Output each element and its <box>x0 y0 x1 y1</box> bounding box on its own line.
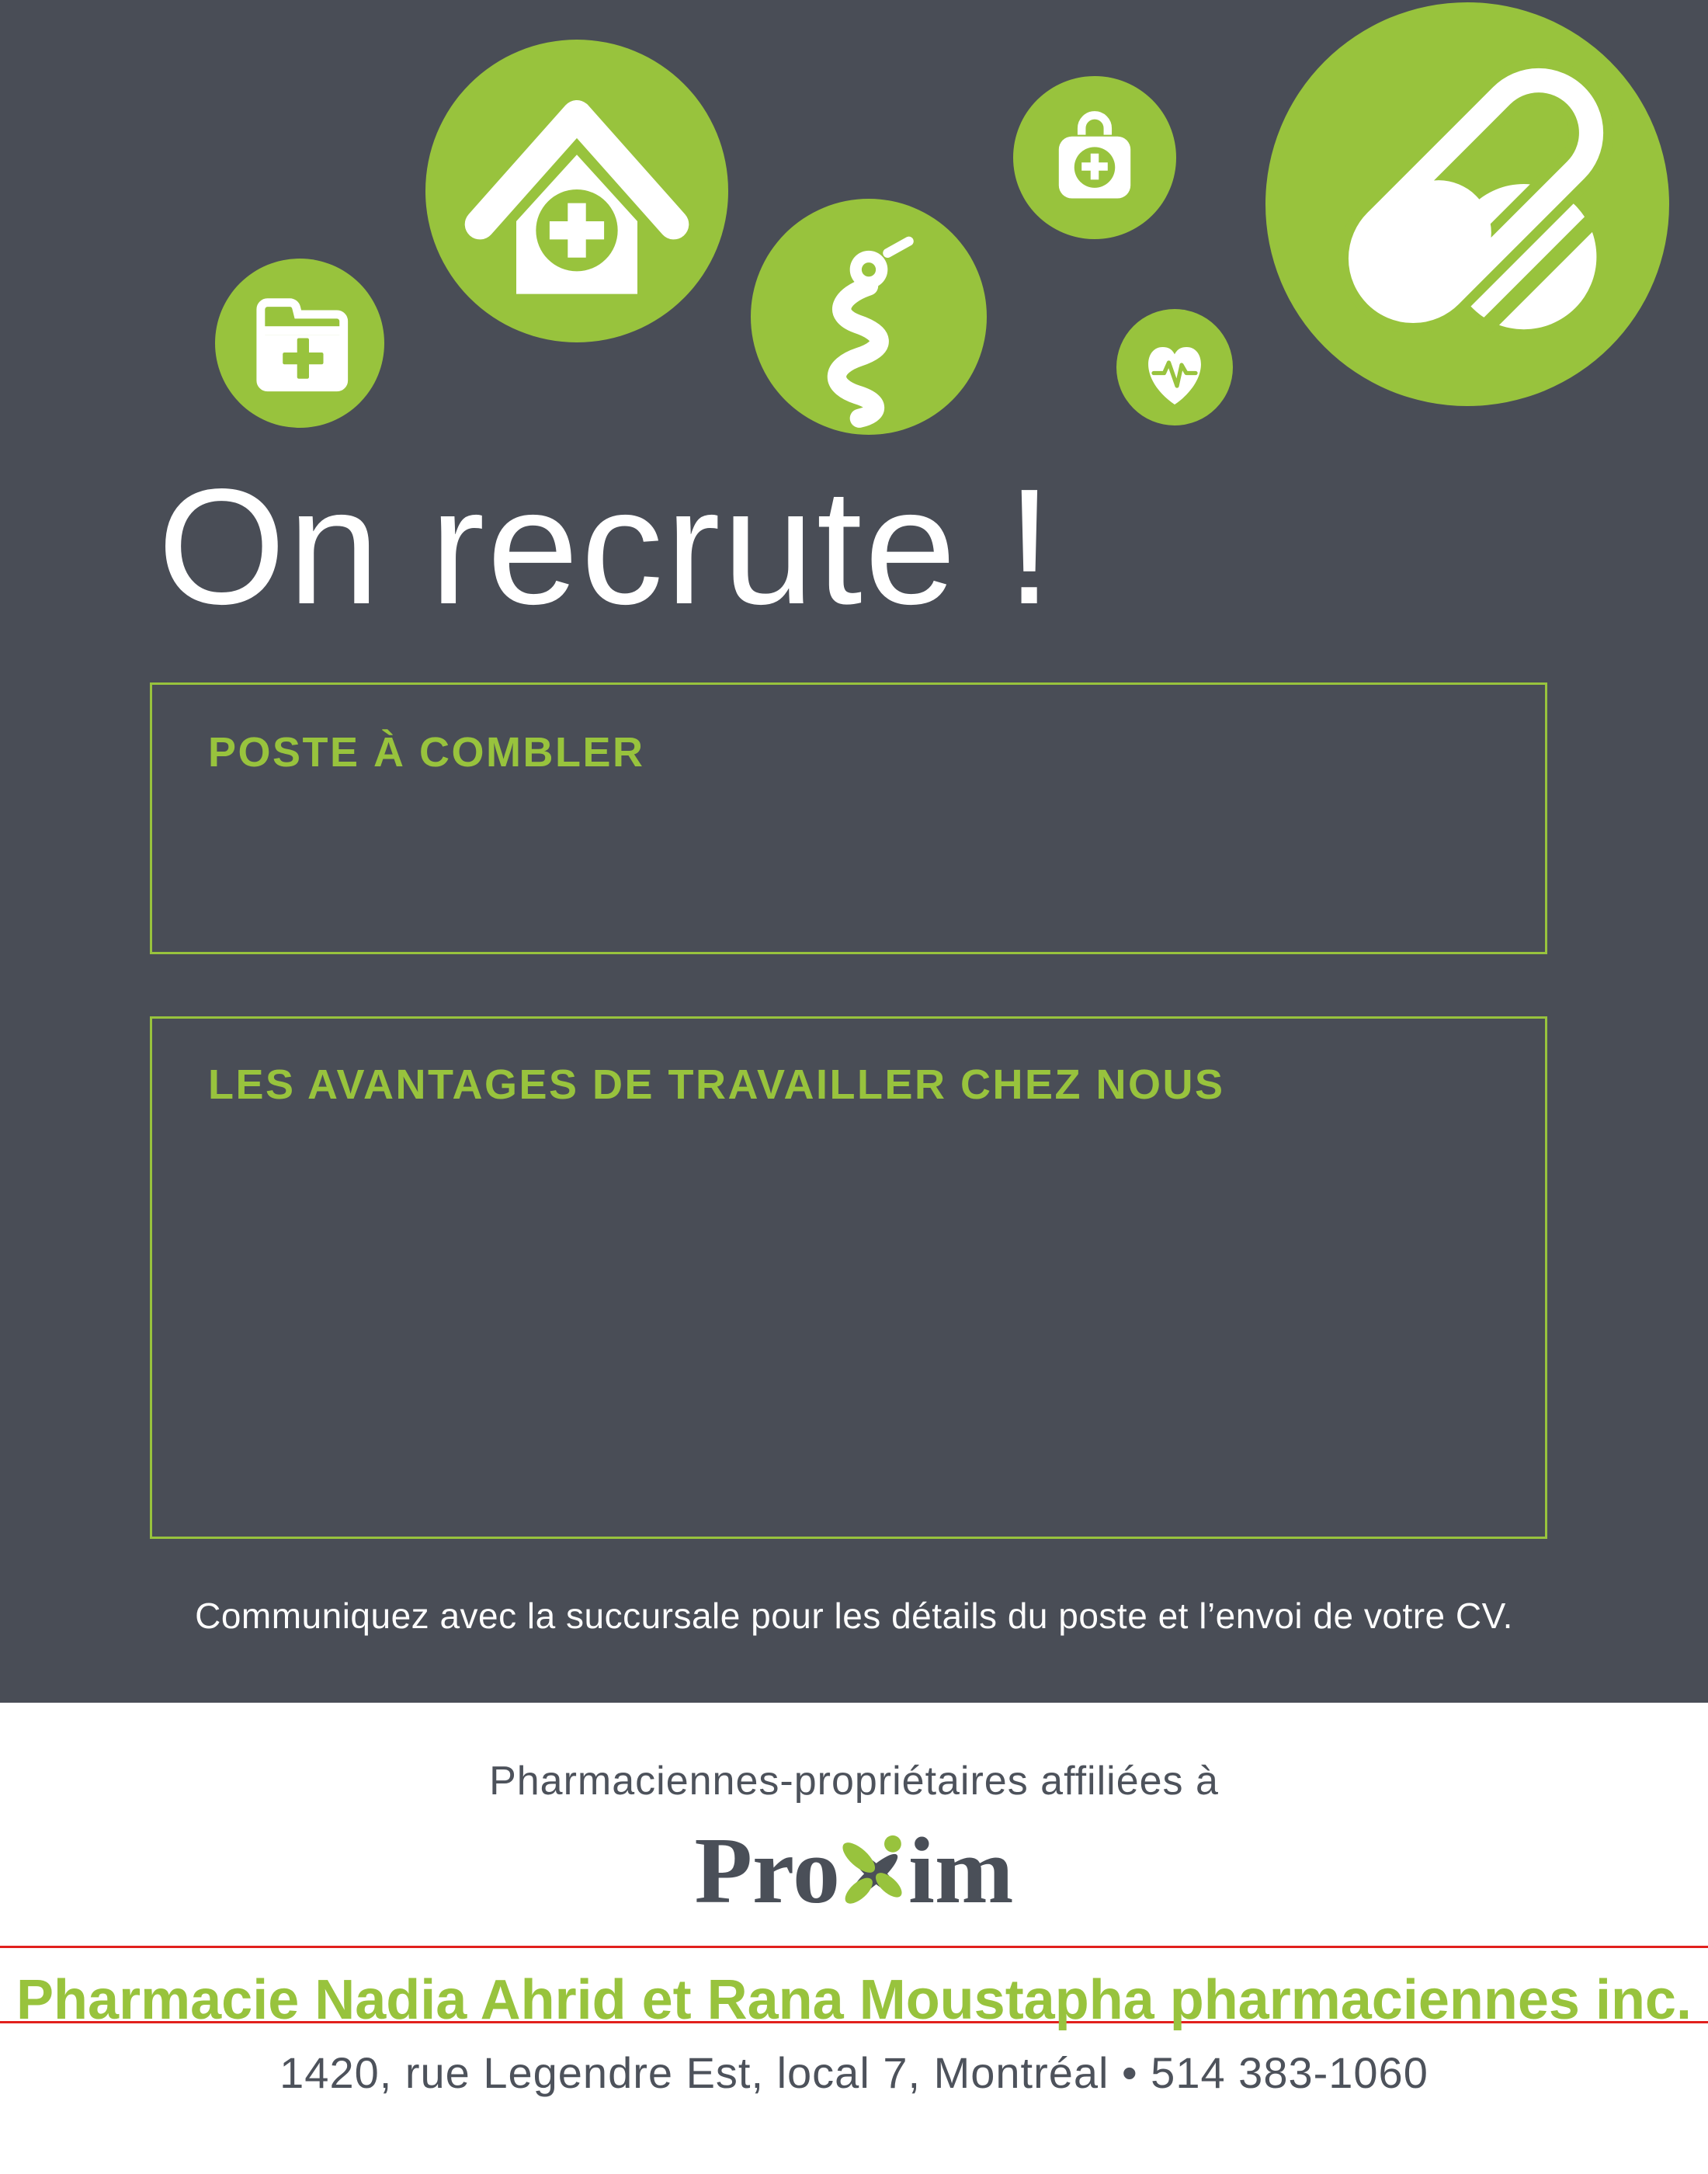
green-circle-firstaid <box>1013 76 1176 239</box>
green-circle-folder <box>215 259 384 428</box>
proxim-logo-text-pre: Pro <box>694 1818 840 1923</box>
pharmacy-address: 1420, rue Legendre Est, local 7, Montréal • 514 383-1060 <box>279 2048 1429 2097</box>
green-circle-house <box>425 40 728 342</box>
proxim-logo <box>0 1818 1708 1923</box>
proxim-logo-text-post: im <box>908 1818 1014 1923</box>
benefits-title: LES AVANTAGES DE TRAVAILLER CHEZ NOUS <box>208 1061 1225 1108</box>
heart-pulse-icon <box>1116 309 1233 425</box>
rod-of-asclepius-icon <box>751 199 987 435</box>
proxim-x-leaf-icon <box>834 1822 915 1913</box>
benefits-box <box>150 1016 1547 1539</box>
medical-house-icon <box>425 40 728 342</box>
poster-title: On recrute ! <box>158 454 1055 638</box>
first-aid-kit-icon <box>1013 76 1176 239</box>
red-divider-top <box>0 1946 1708 1948</box>
affiliation-text: Pharmaciennes-propriétaires affiliées à <box>489 1759 1219 1804</box>
position-to-fill-box <box>150 682 1547 954</box>
position-to-fill-title: POSTE À COMBLER <box>208 729 645 776</box>
pharmacy-name: Pharmacie Nadia Ahrid et Rana Moustapha pharmaciennes inc. <box>16 1969 1692 2031</box>
green-circle-asclepius <box>751 199 987 435</box>
green-circle-pill <box>1265 2 1669 406</box>
folder-plus-icon <box>215 259 384 428</box>
contact-note: Communiquez avec la succursale pour les détails du poste et l’envoi de votre CV. <box>195 1596 1513 1636</box>
pill-capsule-icon <box>1265 2 1669 406</box>
green-circle-heart <box>1116 309 1233 425</box>
